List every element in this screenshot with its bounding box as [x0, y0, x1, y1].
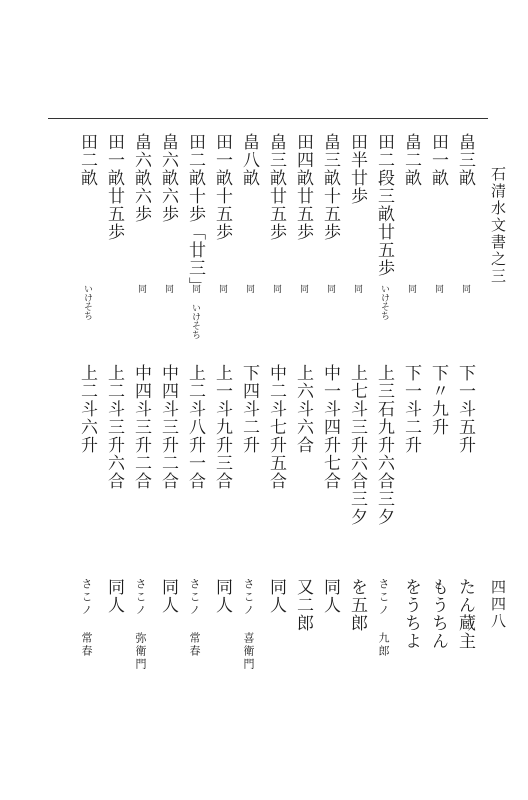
- row-ditto: 同: [244, 284, 254, 293]
- row-field: 田一畝十五歩: [212, 133, 232, 241]
- row-field: 田半廿歩: [347, 133, 367, 205]
- row-person: たん蔵主: [455, 578, 475, 650]
- row-yield: 中四斗三升二合: [158, 364, 178, 490]
- row-ditto: 同: [352, 284, 362, 293]
- row-yield: 下四斗二升: [239, 364, 259, 454]
- row-person: 同人: [104, 578, 124, 614]
- row-ditto: 同: [460, 284, 470, 293]
- row-person: 又二郎: [293, 578, 313, 632]
- row-person: 同人: [158, 578, 178, 614]
- row-field: 田一畝廿五歩: [104, 133, 124, 241]
- row-ditto: 同: [433, 284, 443, 293]
- row-ditto: 同: [271, 284, 281, 293]
- row-person: 同人: [266, 578, 286, 614]
- row-yield: 下一斗二升: [401, 364, 421, 454]
- row-yield: 上六斗六合: [293, 364, 313, 454]
- row-ditto: 同: [136, 284, 146, 293]
- row-yield: 上三石九升六合三夕: [374, 364, 394, 526]
- row-yield: 上七斗三升六合三夕: [347, 364, 367, 526]
- row-ditto: 同: [163, 284, 173, 293]
- row-person: を五郎: [347, 578, 367, 632]
- row-yield: 上二斗三升六合: [104, 364, 124, 490]
- row-field: 田一畝: [428, 133, 448, 187]
- row-person: をうちよ: [401, 578, 421, 650]
- row-yield: 上二斗八升一合: [185, 364, 205, 490]
- row-field: 畠八畝: [239, 133, 259, 187]
- row-field: 田二段三畝廿五歩: [374, 133, 394, 277]
- row-ditto: 同 いけそち: [190, 284, 200, 339]
- row-field: 畠六畝六歩: [158, 133, 178, 223]
- row-yield: 下一斗五升: [455, 364, 475, 454]
- row-yield: 中二斗七升五合: [266, 364, 286, 490]
- row-person: さこノ 喜衛門: [242, 578, 255, 671]
- row-field: 田二畝十歩「廿三」: [185, 133, 205, 295]
- row-ditto: いけそち: [379, 284, 389, 320]
- row-yield: 中一斗四升七合: [320, 364, 340, 490]
- row-person: さこノ 弥衛門: [134, 578, 147, 671]
- row-person: 同人: [320, 578, 340, 614]
- row-field: 田四畝廿五歩: [293, 133, 313, 241]
- row-yield: 上二斗六升: [77, 364, 97, 454]
- row-field: 畠三畝十五歩: [320, 133, 340, 241]
- row-yield: 中四斗三升二合: [131, 364, 151, 490]
- row-yield: 上一斗九升三合: [212, 364, 232, 490]
- row-ditto: いけそち: [82, 284, 92, 320]
- running-title: 石清水文書之三: [489, 166, 507, 285]
- row-field: 畠二畝: [401, 133, 421, 187]
- row-person: さこノ 常春: [80, 578, 93, 658]
- row-person: 同人: [212, 578, 232, 614]
- header-rule: [48, 118, 488, 119]
- row-person: もうちん: [428, 578, 448, 650]
- row-yield: 下〃九升: [428, 364, 448, 436]
- row-ditto: 同: [298, 284, 308, 293]
- row-person: さこノ 常春: [188, 578, 201, 658]
- page-number: 四四八: [489, 579, 507, 630]
- row-person: さこノ 九郎: [377, 578, 390, 658]
- row-field: 畠三畝廿五歩: [266, 133, 286, 241]
- row-field: 田二畝: [77, 133, 97, 187]
- row-field: 畠六畝六歩: [131, 133, 151, 223]
- row-ditto: 同: [217, 284, 227, 293]
- row-field: 畠三畝: [455, 133, 475, 187]
- row-ditto: 同: [406, 284, 416, 293]
- row-ditto: 同: [325, 284, 335, 293]
